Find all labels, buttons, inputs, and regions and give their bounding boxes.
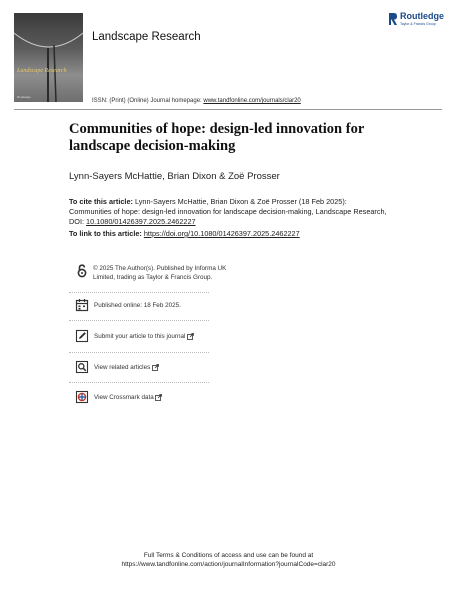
routledge-logo (388, 11, 448, 33)
issn-prefix: ISSN: (Print) (Online) Journal homepage: (92, 98, 204, 104)
header-divider (14, 109, 442, 110)
issn-line (92, 98, 301, 104)
submit-article-label: Submit your article to this journal (94, 333, 186, 341)
cite-text: Lynn-Sayers McHattie, Brian Dixon & Zoë Prosser (18 Feb 2025): Communities of hope: design-led innovation for landscape decision-making, Landscape Research, DOI: (69, 197, 387, 226)
terms-text: Full Terms & Conditions of access and use can be found at (143, 552, 314, 559)
terms-link[interactable]: https://www.tandfonline.com/action/journalInformation?journalCode=clar20 (121, 561, 336, 568)
published-online-date: Published online: 18 Feb 2025. (94, 302, 181, 309)
cover-title: Landscape Research (17, 68, 67, 74)
article-url-link[interactable]: https://doi.org/10.1080/01426397.2025.2462227 (143, 229, 300, 238)
article-title: Communities of hope: design-led innovation for landscape decision-making (69, 121, 364, 154)
publisher-logo-name: Routledge (400, 11, 444, 21)
submit-article-link[interactable] (94, 333, 194, 342)
calendar-icon (75, 298, 89, 312)
terms-footer (0, 551, 457, 569)
pencil-icon (75, 329, 89, 343)
row-divider (69, 292, 209, 293)
doi-link[interactable]: 10.1080/01426397.2025.2462227 (86, 216, 196, 226)
journal-cover-image (14, 13, 83, 102)
cover-publisher: Routledge (17, 95, 31, 99)
journal-homepage-link[interactable]: www.tandfonline.com/journals/clar20 (203, 98, 301, 104)
external-link-icon (152, 364, 159, 371)
bridge-graphic (14, 13, 83, 102)
cite-label: To cite this article: (69, 197, 133, 206)
publisher-tagline: Taylor & Francis Group (400, 22, 436, 26)
open-access-notice: © 2025 The Author(s). Published by Informa UK Limited, trading as Taylor & Francis Group. (93, 265, 227, 281)
open-access-icon (75, 264, 89, 278)
crossmark-icon (75, 390, 89, 404)
article-link-line (69, 229, 300, 238)
related-articles-label: View related articles (94, 364, 151, 372)
routledge-logo-icon (388, 12, 398, 26)
row-divider (69, 320, 209, 321)
citation-block (69, 197, 389, 226)
external-link-icon (187, 333, 194, 340)
related-articles-link[interactable] (94, 364, 159, 373)
row-divider (69, 352, 209, 353)
crossmark-data-link[interactable] (94, 394, 162, 403)
magnifier-icon (75, 360, 89, 374)
article-authors: Lynn-Sayers McHattie, Brian Dixon & Zoë Prosser (69, 171, 280, 182)
row-divider (69, 382, 209, 383)
link-label: To link to this article: (69, 229, 144, 238)
journal-title[interactable]: Landscape Research (92, 31, 201, 43)
crossmark-data-label: View Crossmark data (94, 394, 154, 402)
external-link-icon (155, 394, 162, 401)
